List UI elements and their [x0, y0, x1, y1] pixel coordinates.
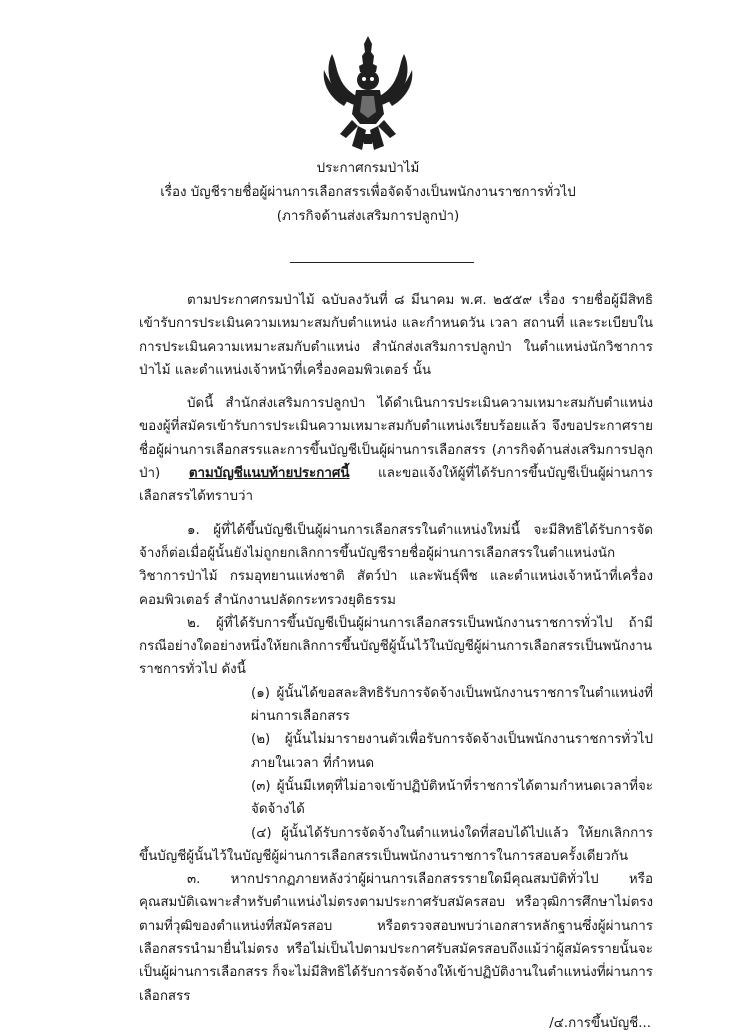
condition-item-1: ๑. ผู้ที่ได้ขึ้นบัญชีเป็นผู้ผ่านการเลือกสรรในตำแหน่งใหม่นี้ จะมีสิทธิได้รับการจัดจ้างก็ต่อเมื่อผู้นั้นยังไม่ถูกยกเลิกการขึ้นบัญชีรายชื่อผู้ผ่านการเลือกสรรในตำแหน่งนักวิชาการป่าไม้ กรมอุทยานแห่งชาติ สัตว์ป่า และพันธุ์พืช และตำแหน่งเจ้าหน้าที่เครื่องคอมพิวเตอร์ สำนักงานปลัดกระทรวงยุติธรรม: [139, 522, 653, 608]
continued-marker: /๔.การขึ้นบัญชี...: [549, 1015, 651, 1031]
condition-item-3: ๓. หากปรากฏภายหลังว่าผู้ผ่านการเลือกสรรรายใดมีคุณสมบัติทั่วไป หรือคุณสมบัติเฉพาะสำหรับตำแหน่งไม่ตรงตามประกาศรับสมัครสอบ หรือวุฒิการศึกษาไม่ตรงตามที่วุฒิของตำแหน่งที่สมัครสอบ หรือตรวจสอบพบว่าเอกสารหลักฐานซึ่งผู้ผ่านการเลือกสรรนำมายื่นไม่ตรง หรือไม่เป็นไปตามประกาศรับสมัครสอบถึงแม้ว่าผู้สมัครรายนั้นจะเป็นผู้ผ่านการเลือกสรร ก็จะไม่มีสิทธิได้รับการจัดจ้างให้เข้าปฏิบัติงานในตำแหน่งที่ผ่านการเลือกสรร: [139, 872, 653, 1004]
announcement-body: [139, 289, 653, 1035]
heading-divider: [290, 262, 474, 263]
garuda-emblem-icon: [318, 34, 418, 152]
sub-condition-4: (๔) ผู้นั้นได้รับการจัดจ้างในตำแหน่งใดที่สอบได้ไปแล้ว ให้ยกเลิกการขึ้นบัญชีผู้นั้นไว้ในบัญชีผู้ผ่านการเลือกสรรเป็นพนักงานราชการในการสอบครั้งเดียวกัน: [139, 825, 653, 864]
sub-condition-1: (๑) ผู้นั้นได้ขอสละสิทธิรับการจัดจ้างเป็นพนักงานราชการในตำแหน่งที่ผ่านการเลือกสรร: [251, 685, 653, 725]
paragraph-announcement: [139, 392, 653, 508]
issuer-title: ประกาศกรมป่าไม้: [316, 161, 420, 176]
attachment-reference: ตามบัญชีแนบท้ายประกาศนี้: [188, 466, 350, 482]
paragraph-reference: ตามประกาศกรมป่าไม้ ฉบับลงวันที่ ๘ มีนาคม พ.ศ. ๒๕๕๙ เรื่อง รายชื่อผู้มีสิทธิเข้ารับการประเมินความเหมาะสมกับตำแหน่ง และกำหนดวัน เวลา สถานที่ และระเบียบในการประเมินความเหมาะสมกับตำแหน่ง สำนักส่งเสริมการปลูกป่า ในตำแหน่งนักวิชาการป่าไม้ และตำแหน่งเจ้าหน้าที่เครื่องคอมพิวเตอร์ นั้น: [139, 293, 653, 378]
paragraph-announcement-text-a: บัดนี้ สำนักส่งเสริมการปลูกป่า ได้ดำเนินการประเมินความเหมาะสมกับตำแหน่งของผู้ที่สมัครเข้ารับการประเมินความเหมาะสมกับตำแหน่งเรียบร้อยแล้ว จึงขอประกาศรายชื่อผู้ผ่านการเลือกสรรและการขึ้นบัญชีเป็นผู้ผ่านการเลือกสรร (ภารกิจด้านส่งเสริมการปลูกป่า): [139, 396, 653, 482]
sub-condition-2: (๒) ผู้นั้นไม่มารายงานตัวเพื่อรับการจัดจ้างเป็นพนักงานราชการทั่วไป ภายในเวลา ที่กำหนด: [251, 732, 653, 771]
sub-condition-3: (๓) ผู้นั้นมีเหตุที่ไม่อาจเข้าปฏิบัติหน้าที่ราชการได้ตามกำหนดเวลาที่จะจัดจ้างได้: [251, 778, 653, 818]
condition-item-2: ๒. ผู้ที่ได้รับการขึ้นบัญชีเป็นผู้ผ่านการเลือกสรรเป็นพนักงานราชการทั่วไป ถ้ามีกรณีอย่างใดอย่างหนึ่งให้ยกเลิกการขึ้นบัญชีผู้นั้นไว้ในบัญชีผู้ผ่านการเลือกสรรเป็นพนักงานราชการทั่วไป ดังนี้: [139, 615, 653, 678]
mission-line: (ภารกิจด้านส่งเสริมการปลูกป่า): [276, 209, 460, 224]
paragraph-announcement-text-b: และขอแจ้งให้ผู้ที่ได้รับการขึ้นบัญชีเป็นผู้ผ่านการเลือกสรรได้ทราบว่า: [139, 466, 654, 505]
subject-line: เรื่อง บัญชีรายชื่อผู้ผ่านการเลือกสรรเพื่อจัดจ้างเป็นพนักงานราชการทั่วไป: [160, 185, 576, 200]
